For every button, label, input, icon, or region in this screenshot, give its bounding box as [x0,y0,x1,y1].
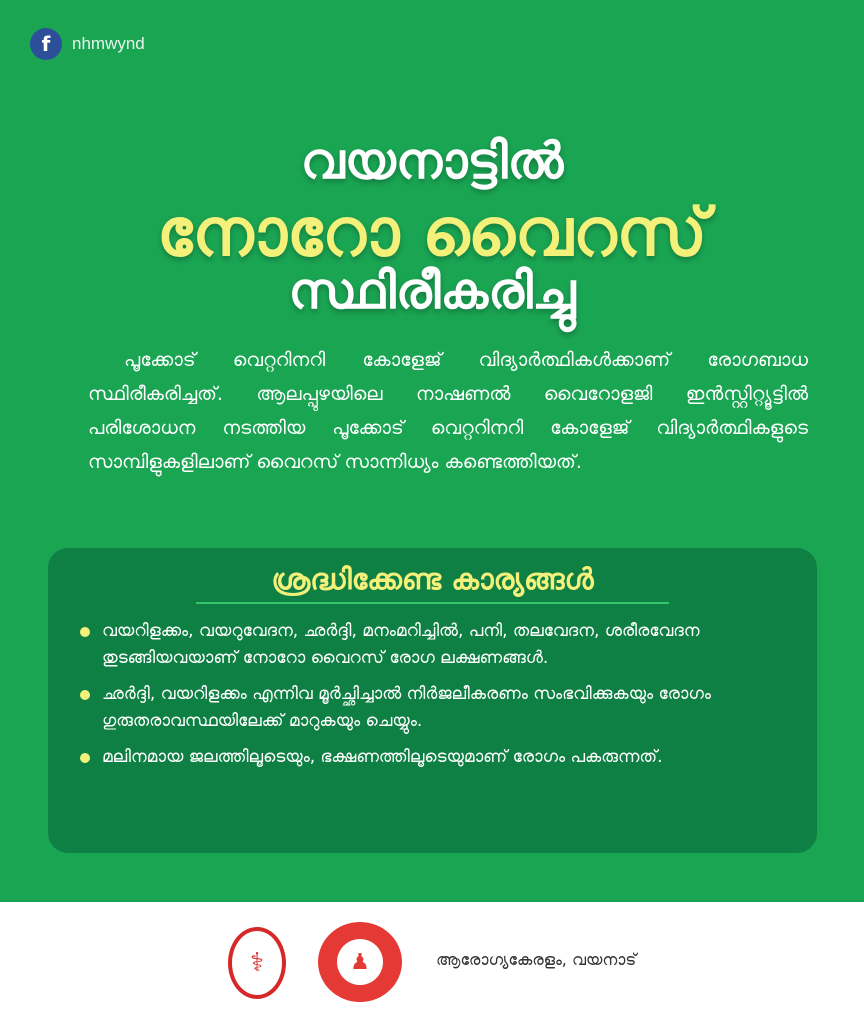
precautions-box [48,548,817,853]
bullet-dot-icon [80,690,90,700]
precautions-title: ശ്രദ്ധിക്കേണ്ട കാര്യങ്ങൾ [271,562,594,596]
headline-line-3: സ്ഥിരീകരിച്ചു [288,262,576,320]
list-item-text: ഛർദ്ദി, വയറിളക്കം എന്നിവ മൂർച്ഛിച്ചാൽ നിർജലീകരണം സംഭവിക്കുകയും രോഗം ഗുരുതരാവസ്ഥയിലേക്ക് മാറുകയും ചെയ്യും. [102,684,711,731]
kerala-health-services-logo: ⚕ [228,927,286,999]
list-item [80,681,780,735]
national-health-mission-logo [318,922,402,1002]
footer [0,902,864,1024]
facebook-handle[interactable] [30,28,145,60]
bullet-dot-icon [80,627,90,637]
bullet-dot-icon [80,753,90,763]
headline-line-1: വയനാട്ടിൽ [300,132,564,190]
list-item-text: മലിനമായ ജലത്തിലൂടെയും, ഭക്ഷണത്തിലൂടെയുമാണ് രോഗം പകരുന്നത്. [102,747,663,767]
list-item-text: വയറിളക്കം, വയറുവേദന, ഛർദ്ദി, മനംമറിച്ചിൽ, പനി, തലവേദന, ശരീരവേദന തുടങ്ങിയവയാണ് നോറോ വൈറസ് രോഗ ലക്ഷണങ്ങൾ. [102,621,700,668]
footer-org-text: ആരോഗ്യകേരളം, വയനാട് [436,950,637,969]
facebook-handle-text: nhmwynd [72,34,145,53]
facebook-icon: f [30,28,62,60]
headline-line-2: നോറോ വൈറസ് [156,194,708,271]
list-item [80,744,780,771]
family-icon: ♟ [337,939,383,985]
list-item [80,618,780,672]
body-paragraph: പൂക്കോട് വെറ്ററിനറി കോളേജ് വിദ്യാർത്ഥികൾക്കാണ് രോഗബാധ സ്ഥിരീകരിച്ചത്. ആലപ്പുഴയിലെ നാഷണൽ വൈറോളജി ഇൻസ്റ്റിറ്റ്യൂട്ടിൽ പരിശോധന നടത്തിയ പൂക്കോട് വെറ്ററിനറി കോളേജ് വിദ്യാർത്ഥികളുടെ സാമ്പിളുകളിലാണ് വൈറസ് സാന്നിധ്യം കണ്ടെത്തിയത്. [88,349,808,473]
precautions-list [80,618,780,780]
title-underline [196,602,669,604]
